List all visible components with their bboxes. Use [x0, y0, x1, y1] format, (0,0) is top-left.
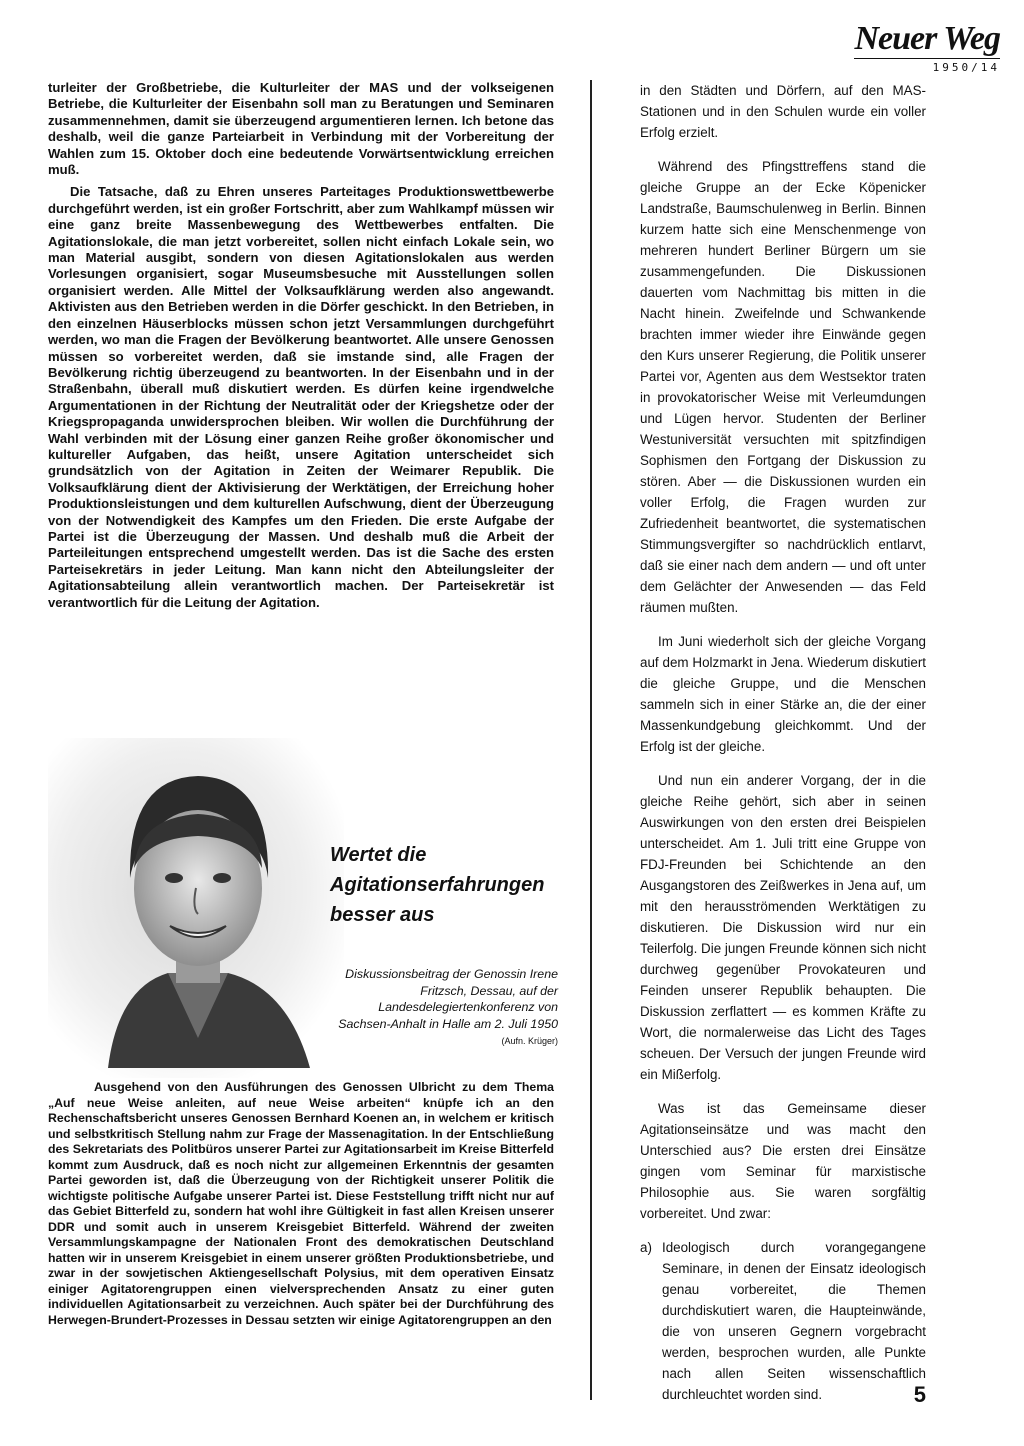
headline-line-3: besser aus	[330, 904, 435, 926]
photo-credit: (Aufn. Krüger)	[501, 1036, 558, 1046]
article-headline	[330, 840, 560, 930]
masthead-issue: 1950/14	[854, 58, 1000, 74]
column-divider	[590, 80, 592, 1400]
list-item-a	[640, 1237, 926, 1405]
masthead-title: Neuer Weg	[854, 20, 1000, 57]
masthead	[854, 22, 1000, 74]
list-item-a-label: a)	[640, 1240, 652, 1255]
right-column	[640, 80, 926, 1418]
article-body-paragraph: Ausgehend von den Ausführungen des Genossen Ulbricht zu dem Thema „Auf neue Weise anleiten, auf neue Weise arbeiten“ knüpfe ich an den Rechenschaftsbericht unseres Genossen Bernhard Koenen an, in welchem er kritisch und selbstkritisch Stellung nahm zur Frage der Massenagitation. In der Entschließung des Sekretariats des Politbüros unserer Partei zur Agitationsarbeit im Kreise Bitterfeld kommt zum Ausdruck, daß es noch nicht zur allgemeinen Erkenntnis der gesamten Partei geworden ist, daß die Überzeugung von der Richtigkeit unserer Politik die wichtigste politische Aufgabe unserer Partei ist. Diese Feststellung trifft nicht nur auf das Gebiet Bitterfeld zu, sondern hat wohl ihre Gültigkeit in fast allen Kreisen unserer DDR und somit auch in unserem Kreisgebiet Bitterfeld. Während der zweiten Versammlungskampagne der Nationalen Front des demokratischen Deutschland hatten wir in unserem Kreisgebiet in einem unserer größten Produktionsbetriebe, und zwar in der sowjetischen Aktiengesellschaft Polysius, mit dem operativen Einsatz einiger Agitatorengruppen einen vielversprechenden Ansatz zu einer guten individuellen Agitationsarbeit zu verzeichnen. Auch später bei der Durchführung des Herwegen-Brundert-Prozesses in Dessau setzten wir einige Agitatorengruppen an den	[48, 1080, 554, 1327]
left-paragraph-2: Die Tatsache, daß zu Ehren unseres Parteitages Produktionswettbewerbe durchgeführt werden, ist ein großer Fortschritt, aber zum Wahlkampf müssen wir eine ganz breite Massenbewegung des Wettbewerbes entfalten. Die Agitationslokale, die man jetzt vorbereitet, sollen nicht einfach Lokale sein, wo man Material ausgibt, sondern von diesen Agitationslokalen aus werden Vorlesungen organisiert, sogar Museumsbesuche mit Ausstellungen sollen organisiert werden. Alle Mittel der Volksaufklärung werden also angewandt. Aktivisten aus den Betrieben werden in die Dörfer geschickt. In den Betrieben, in den einzelnen Häuserblocks müssen schon jetzt Versammlungen durchgeführt werden, wo man die Fragen der Bevölkerung beantwortet. Alle unsere Genossen müssen so vorbereitet werden, daß sie imstande sind, alle Fragen der Bevölkerung richtig überzeugend zu beantworten. In der Eisenbahn und in der Straßenbahn, überall muß diskutiert werden. Es dürfen keine irgendwelche Argumentationen in der Richtung der Neutralität oder der Kriegshetze oder der Kriegspropaganda unwidersprochen bleiben. Wir wollen die Durchführung der Wahl verbinden mit der Lösung einer ganzen Reihe großer ökonomischer und kultureller Aufgaben, das heißt, unsere Agitation unterscheidet sich grundsätzlich von der Agitation in Zeiten der Weimarer Republik. Die Volksaufklärung dient der Aktivisierung der Werktätigen, der Erreichung hoher Produktionsleistungen und dem kulturellen Aufschwung, dient der Überzeugung von der Notwendigkeit des Kampfes um den Frieden. Die erste Aufgabe der Partei ist die Überzeugung der Massen. Und deshalb muß die Arbeit der Parteileitungen entsprechend umgestellt werden. Das ist die Sache des ersten Parteisekretärs in jeder Leitung. Man kann nicht den Abteilungsleiter der Agitationsabteilung allein verantwortlich machen. Der Parteisekretär ist verantwortlich für die Leitung der Agitation.	[48, 184, 554, 610]
list-item-a-text: Ideologisch durch vorangegangene Seminare, in denen der Einsatz ideologisch genau vorbereitet, die Themen durchdiskutiert waren, die Haupteinwände, die von unseren Gegnern vorgebracht werden, besprochen wurden, alle Punkte nach allen Seiten wissenschaftlich durchleuchtet worden sind.	[662, 1240, 926, 1402]
right-paragraph-4: Und nun ein anderer Vorgang, der in die gleiche Reihe gehört, sich aber in seinen Auswirkungen von den ersten drei Beispielen unterscheidet. Am 1. Juli tritt eine Gruppe von FDJ-Freunden bei Schichtende an den Ausgangstoren des Zeißwerkes in Jena auf, um mit den herausströmenden Werktätigen zu diskutieren. Die Diskussion wird nur ein Teilerfolg. Die jungen Freunde können sich nicht durchweg gegenüber Provokateuren und Feinden unserer Republik behaupten. Die Diskussion zerflattert — es kommen Kräfte zu Wort, die normalerweise das Licht des Tages scheuen. Der Versuch der jungen Freunde wird ein Mißerfolg.	[640, 773, 926, 1082]
portrait-photo	[48, 738, 344, 1078]
left-paragraph-1: turleiter der Großbetriebe, die Kulturleiter der MAS und der volkseigenen Betriebe, die Kulturleiter der Eisenbahn soll man zu Beratungen und Seminaren zusammennehmen, damit sie überzeugend argumentieren lernen. Ich betone das deshalb, weil die ganze Parteiarbeit in Verbindung mit der Vorbereitung der Wahlen zum 15. Oktober doch eine bedeutende Vorwärtsentwicklung erreichen muß.	[48, 80, 554, 178]
article-body	[48, 1080, 554, 1328]
left-column	[48, 80, 554, 617]
right-paragraph-3: Im Juni wiederholt sich der gleiche Vorgang auf dem Holzmarkt in Jena. Wiederum diskutiert die gleiche Gruppe, und die Menschen sammeln sich in einer Stärke an, die der einer Massenkundgebung gleichkommt. Und der Erfolg ist der gleiche.	[640, 634, 926, 754]
headline-line-1: Wertet die	[330, 844, 427, 866]
portrait-illustration	[48, 738, 344, 1078]
right-paragraph-2: Während des Pfingsttreffens stand die gleiche Gruppe an der Ecke Köpenicker Landstraße, Baumschulenweg in Berlin. Binnen kurzem hatte sich eine Menschenmenge von mehreren hundert Berliner Bürgern um sie zusammengefunden. Die Diskussionen dauerten vom Nachmittag bis mitten in die Nacht hinein. Zweifelnde und Schwankende brachten immer wieder ihre Einwände gegen den Kurs unserer Regierung, die Politik unserer Partei vor, Agenten aus dem Westsektor traten in provokatorischer Weise mit Verleumdungen und Lügen hervor. Studenten der Berliner Westuniversität versuchten mit spitzfindigen Sophismen den Fortgang der Diskussion zu stören. Aber — die Diskussionen wurden ein voller Erfolg, die Fragen wurden zur Zufriedenheit beantwortet, die systematischen Stimmungsvergifter so nachdrücklich entlarvt, daß sie einer nach dem andern — und oft unter dem Gelächter der Anwesenden — das Feld räumen mußten.	[640, 159, 926, 615]
right-paragraph-1: in den Städten und Dörfern, auf den MAS-Stationen und in den Schulen wurde ein voller Erfolg erzielt.	[640, 83, 926, 140]
headline-line-2: Agitationserfahrungen	[330, 874, 545, 896]
page-number: 5	[913, 1382, 926, 1407]
caption-text: Diskussionsbeitrag der Genossin Irene Fritzsch, Dessau, auf der Landesdelegiertenkonferenz von Sachsen-Anhalt in Halle am 2. Juli 1950	[338, 967, 558, 1031]
photo-caption	[330, 966, 558, 1050]
right-paragraph-5: Was ist das Gemeinsame dieser Agitationseinsätze und was macht den Unterschied aus? Die ersten drei Einsätze gingen vom Seminar für marxistische Philosophie aus. Sie waren sorgfältig vorbereitet. Und zwar:	[640, 1101, 926, 1221]
